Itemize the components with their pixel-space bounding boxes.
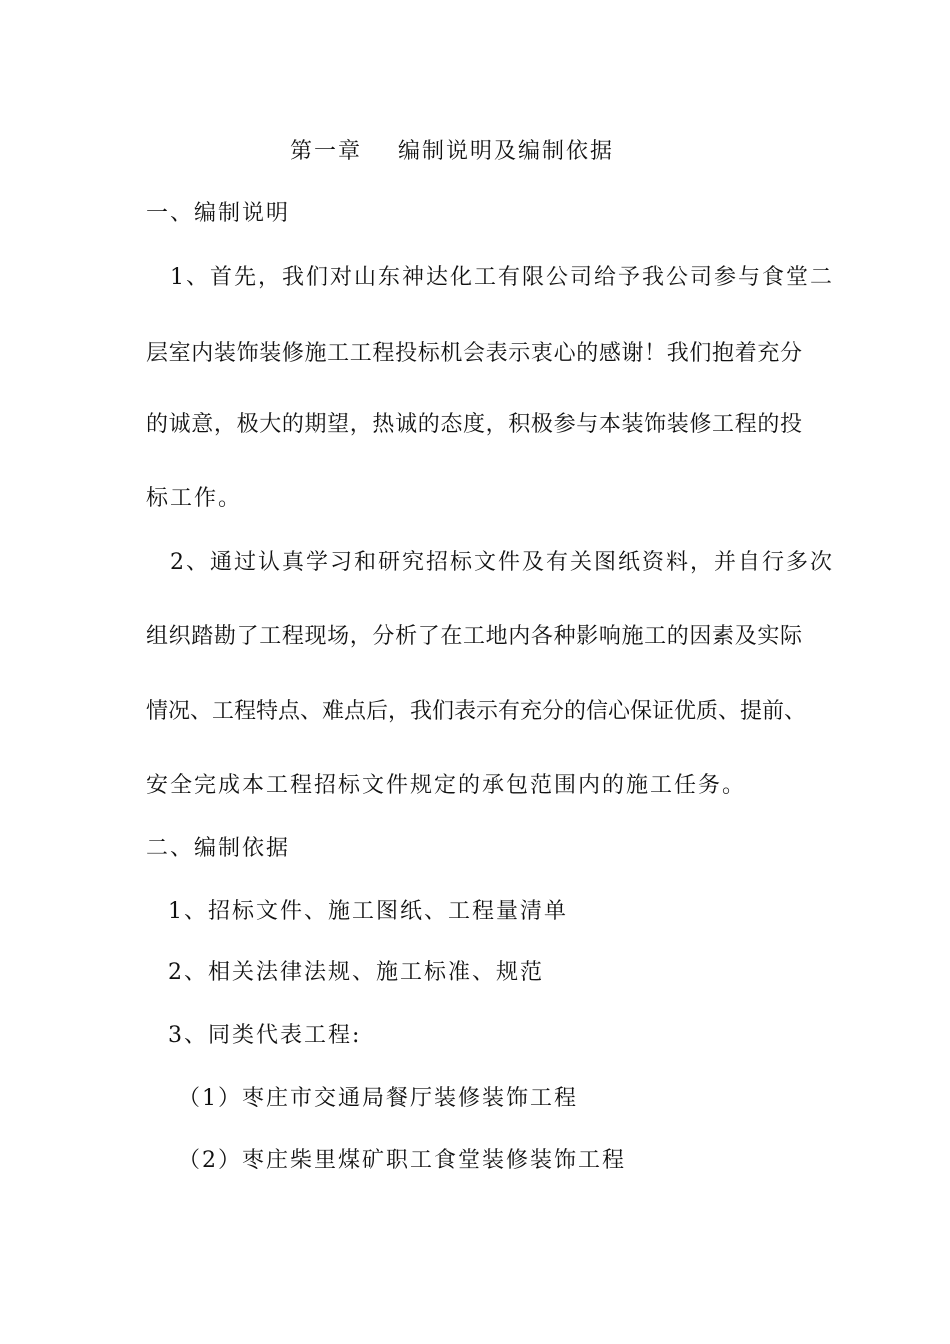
project-item: （2）枣庄柴里煤矿职工食堂装修装饰工程 bbox=[178, 1148, 626, 1173]
section-heading-explanation: 一、编制说明 bbox=[146, 201, 291, 226]
list-item: 2、相关法律法规、施工标准、规范 bbox=[168, 960, 544, 985]
paragraph-line: 2、通过认真学习和研究招标文件及有关图纸资料，并自行多次 bbox=[170, 550, 834, 575]
chapter-number: 第一章 bbox=[290, 139, 363, 164]
list-item: 3、同类代表工程: bbox=[168, 1023, 362, 1048]
paragraph-line: 层室内装饰装修施工工程投标机会表示衷心的感谢！我们抱着充分 bbox=[146, 341, 802, 366]
paragraph-line: 安全完成本工程招标文件规定的承包范围内的施工任务。 bbox=[146, 773, 747, 798]
paragraph-line: 情况、工程特点、难点后，我们表示有充分的信心保证优质、提前、 bbox=[146, 699, 807, 724]
paragraph-line: 的诚意，极大的期望，热诚的态度，积极参与本装饰装修工程的投 bbox=[146, 412, 802, 437]
project-item: （1）枣庄市交通局餐厅装修装饰工程 bbox=[178, 1086, 578, 1111]
section-heading-basis: 二、编制依据 bbox=[146, 836, 291, 861]
chapter-title bbox=[290, 137, 614, 167]
chapter-name: 编制说明及编制依据 bbox=[398, 139, 615, 164]
list-item: 1、招标文件、施工图纸、工程量清单 bbox=[168, 899, 568, 924]
paragraph-line: 1、首先，我们对山东神达化工有限公司给予我公司参与食堂二 bbox=[170, 265, 834, 290]
paragraph-line: 标工作。 bbox=[146, 486, 243, 511]
paragraph-line: 组织踏勘了工程现场，分析了在工地内各种影响施工的因素及实际 bbox=[146, 624, 802, 649]
